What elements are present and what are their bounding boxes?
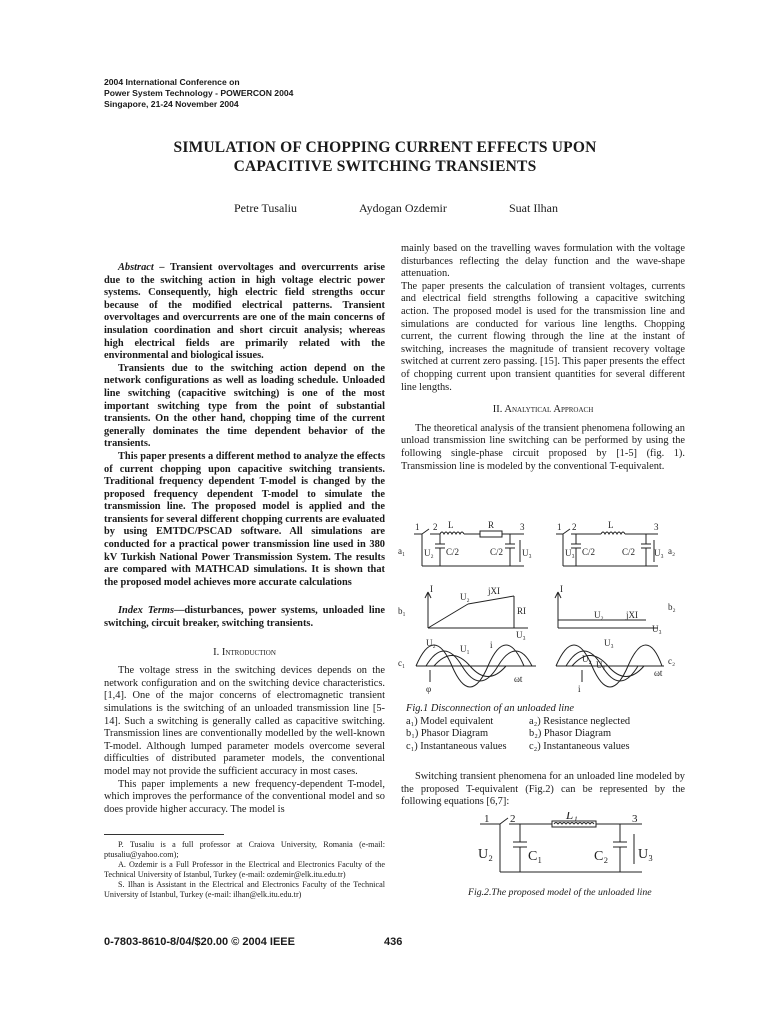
title-line: CAPACITIVE SWITCHING TRANSIENTS (233, 158, 537, 175)
voltage-label: U₃ (565, 548, 575, 558)
right-column (401, 243, 685, 473)
label-b2: b₂ (668, 602, 676, 612)
voltage-label: U₂ (478, 847, 493, 862)
abstract-text: Transient overvoltages and overcurrents arise due to the switching action in high voltage electric power systems. Consequently, high electric field strengths occur because of the modified electrical patterns. Transient overvoltages and overcurrents are one of the main concerns of insulation coordination and short circuit analysis; whereas high electrical fields are primarily related with the environmental and biological issues. (104, 262, 385, 362)
phasor-b2 (555, 592, 658, 628)
conference-line: 2004 International Conference on (104, 77, 240, 87)
caption-item: c₂) Instantaneous values (529, 740, 630, 752)
abstract-paragraph: Transients due to the switching action depend on the network configurations as well as loading schedule. Unloaded line switching (capacitive switching) is one of the most important switching type from the point of substantial transients. On the other hand, chopping time of the current generally dominates the time dependent behavior of the transients. (104, 362, 385, 450)
caption-item: a₁) Model equivalent (406, 715, 494, 727)
inductor-label: L (608, 520, 614, 530)
author-name: Petre Tusaliu (234, 201, 298, 215)
caption-row (406, 716, 686, 729)
caption-title: Fig.1 Disconnection of an unloaded line (406, 703, 574, 714)
inductor-label: L₁ (566, 812, 578, 822)
current-label: I (430, 584, 433, 594)
voltage-label: U₂ (582, 654, 592, 664)
axis-label: ωt (514, 674, 523, 684)
node-label: 3 (632, 813, 638, 825)
figure-2-caption: Fig.2.The proposed model of the unloaded line (468, 887, 652, 898)
caption-item: b₂) Phasor Diagram (529, 728, 612, 740)
body-paragraph: The theoretical analysis of the transient phenomena following an unload transmission line switching can be performed by using the following single-phase circuit proposed by [1-5] (fig. 1). Transmission line is modeled by the conventional T-equivalent. (401, 422, 685, 472)
capacitor-label: C/2 (490, 547, 504, 557)
node-label: 2 (510, 813, 516, 825)
footnote: S. Ilhan is Assistant in the Electrical and Electronics Faculty of the Technical University of Istanbul, Turkey (e-mail: ilhan@elk.itu.edu.tr) (104, 880, 385, 899)
voltage-label: U₃ (652, 624, 662, 634)
abstract-paragraph: This paper presents a different method to analyze the effects of current chopping upon capacitive switching transients. Traditional frequency dependent T-model is changed by the proposed frequency dependent T-model to simulate the transmission line. The proposed model is applied and the transients for several different chopping currents are evaluated by using EMTDC/PSCAD software. All simulations are conducted for a practical power transmission line used in 380 kV Turkish National Power Transmission System. The results are compared with MATHCAD simulations. It is shown that the proposed model achieves more accurate calculations (104, 450, 385, 588)
copyright-line: 0-7803-8610-8/04/$20.00 © 2004 IEEE (104, 936, 295, 948)
inductor-label: L (448, 520, 454, 530)
conference-line: Singapore, 21-24 November 2004 (104, 99, 239, 109)
phase-angle-label: φ (426, 684, 432, 694)
phasor-b1 (425, 592, 528, 628)
label-a2: a₂ (668, 546, 676, 556)
intro-paragraph: This paper implements a new frequency-dependent T-model, which improves the performance of the conventional model and so does provide higher accuracy. The model is (104, 778, 385, 815)
caption-row (406, 728, 686, 741)
figure-2 (470, 812, 670, 882)
body-paragraph: The paper presents the calculation of transient voltages, currents and electrical field strengths following a capacitive switching action. The proposed model is used for the transmission line and simulations are conducted for various line lengths. Chopping current, the current flowing through the line at the instant of switching, increases the magnitude of transient recovery voltage switched at current zero passing. [15]. This paper presents the effect of chopping current upon transient quantities for several different line lengths. (401, 280, 685, 393)
voltage-label: U₁ (460, 644, 470, 654)
body-paragraph: Switching transient phenomena for an unloaded line modeled by the proposed T-equivalent (Fig.2) can be represented by the following equations [6,7]: (401, 771, 685, 808)
left-column (104, 262, 385, 816)
index-terms (104, 605, 385, 630)
node-label: 2 (433, 522, 438, 532)
caption-item: b₁) Phasor Diagram (406, 728, 489, 740)
label-c1: c₁ (398, 658, 406, 668)
voltage-label: U₂ (594, 610, 604, 620)
voltage-label: U₁ (596, 660, 606, 670)
capacitor-label: C/2 (446, 547, 460, 557)
node-label: 1 (484, 813, 490, 825)
capacitor-label: C₁ (528, 849, 543, 864)
reactance-drop-label: jXI (488, 586, 500, 596)
caption-item: a₂) Resistance neglected (529, 715, 631, 727)
reactance-drop-label: jXI (626, 610, 638, 620)
section-heading: I. Introduction (213, 646, 276, 658)
page-number: 436 (384, 936, 403, 948)
capacitor-label: C₂ (594, 849, 609, 864)
node-label: 1 (415, 522, 420, 532)
paper-title (100, 138, 670, 176)
footnotes (104, 840, 385, 900)
section-heading: II. Analytical Approach (492, 404, 594, 416)
node-label: 3 (520, 522, 525, 532)
figure-1-caption (406, 703, 686, 753)
capacitor-label: C/2 (582, 547, 596, 557)
current-label: i (490, 640, 493, 650)
voltage-label: U₃ (654, 548, 664, 558)
node-label: 2 (572, 522, 577, 532)
resistance-drop-label: RI (517, 606, 526, 616)
current-label: I (560, 584, 563, 594)
voltage-label: U₃ (638, 847, 653, 862)
current-label: i (578, 684, 581, 694)
voltage-label: U₂ (460, 592, 470, 602)
footnote: A. Ozdemir is a Full Professor in the Electrical and Electronics Faculty of the Technical University of Istanbul, Turkey (e-mail: ozdemir@elk.itu.edu.tr) (104, 860, 385, 879)
node-label: 3 (654, 522, 659, 532)
abstract (104, 262, 385, 363)
label-c2: c₂ (668, 656, 676, 666)
figure-1 (396, 520, 696, 702)
axis-label: ωt (654, 668, 663, 678)
right-column-lower (401, 771, 685, 809)
caption-item: c₁) Instantaneous values (406, 740, 507, 752)
author-name: Suat Ilhan (509, 201, 558, 215)
index-terms-label: Index Terms (118, 605, 175, 617)
title-line: SIMULATION OF CHOPPING CURRENT EFFECTS UPON (173, 139, 597, 156)
label-a1: a₁ (398, 546, 406, 556)
abstract-label: Abstract – (118, 262, 165, 273)
author-name: Aydogan Ozdemir (359, 201, 447, 215)
intro-paragraph: The voltage stress in the switching devices depends on the network configuration and on the switching device characteristics.[1,4]. One of the major concerns of electromagnetic transient simulations is the switching of an unloaded transmission line [5-14]. Such a switching is generally called as capacitive switching. Transmission lines are conventionally modelled by the well-known T-model. Although lumped parameter models overcome several difficulties of distributed parameter models, the conventional model may not provide the sufficient accuracy in most cases. (104, 665, 385, 777)
footnote-divider (104, 834, 224, 835)
conference-line: Power System Technology - POWERCON 2004 (104, 88, 294, 98)
caption-row (406, 741, 686, 754)
conference-header (104, 77, 293, 110)
index-terms-text: —disturbances, power systems, unloaded line switching, circuit breaker, switching transients. (104, 605, 385, 630)
capacitor-label: C/2 (622, 547, 636, 557)
label-b1: b₁ (398, 606, 406, 616)
voltage-label: U₃ (604, 638, 614, 648)
voltage-label: U₂ (426, 638, 436, 648)
node-label: 1 (557, 522, 562, 532)
footnote: P. Tusaliu is a full professor at Craiova University, Romania (e-mail: ptusaliu@yahoo.com); (104, 840, 385, 859)
voltage-label: U₃ (522, 548, 532, 558)
body-paragraph: mainly based on the travelling waves formulation with the voltage disturbances reflecting the delay function and the wave-shape attenuation. (401, 243, 685, 280)
voltage-label: U₃ (516, 630, 526, 640)
voltage-label: U₂ (424, 548, 434, 558)
resistor-label: R (488, 520, 495, 530)
waveforms-c2 (556, 645, 664, 687)
